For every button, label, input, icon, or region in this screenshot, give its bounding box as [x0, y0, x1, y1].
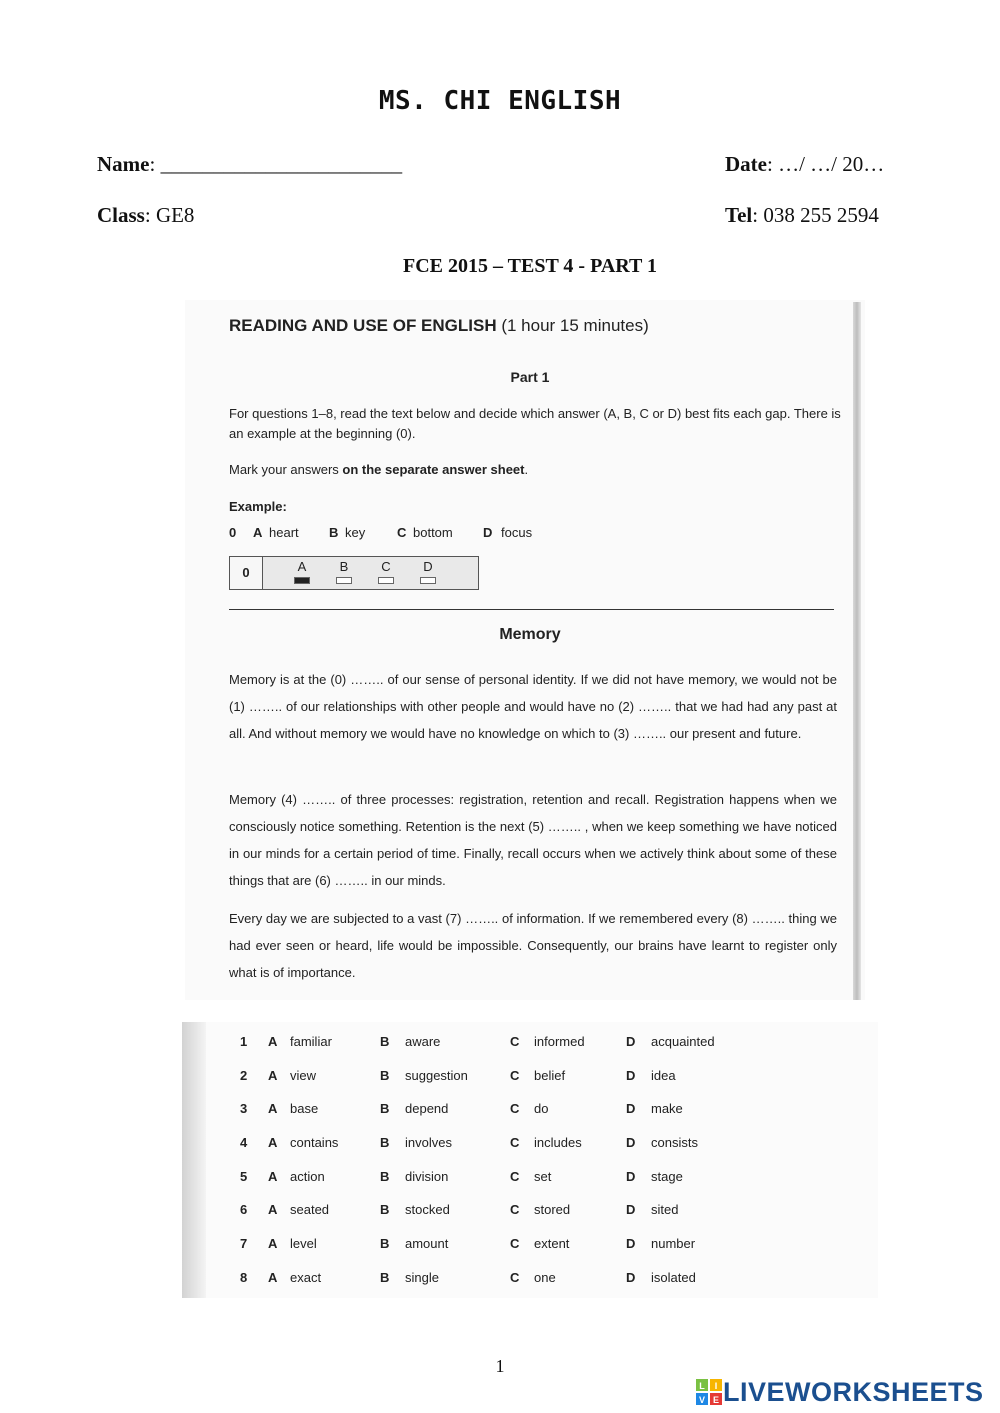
option-letter-a: A: [268, 1135, 278, 1150]
question-number: 6: [240, 1202, 248, 1217]
option-d: make: [651, 1101, 683, 1116]
tel-label: Tel: [725, 203, 753, 227]
option-letter-d: D: [626, 1202, 636, 1217]
logo-letter-l: L: [699, 1381, 705, 1391]
option-a: contains: [290, 1135, 339, 1150]
option-c: informed: [534, 1034, 585, 1049]
example-option-c: bottom: [413, 525, 453, 540]
question-number: 4: [240, 1135, 248, 1150]
option-d: idea: [651, 1068, 676, 1083]
options-scan-shadow: [182, 1022, 206, 1298]
option-letter-b: B: [380, 1101, 390, 1116]
brand-text: LIVEWORKSHEETS: [723, 1377, 984, 1407]
option-a: exact: [290, 1270, 322, 1285]
option-letter-c: C: [510, 1101, 520, 1116]
liveworksheets-logo-icon: [696, 1379, 722, 1405]
class-info: [97, 203, 194, 228]
instruction-period: .: [524, 462, 529, 477]
example-letter-d: D: [483, 525, 493, 540]
question-number: 2: [240, 1068, 248, 1083]
passage-paragraph: Memory is at the (0) …….. of our sense of personal identity. If we did not have memory, we would not be (1) …….. of our relationships with other people and would have no (2) …….. that we had had any past at all. And without memory we would have no knowledge on which to (3) …….. our present and future.: [229, 672, 837, 741]
option-c: extent: [534, 1236, 570, 1251]
class-label: Class: [97, 203, 145, 227]
option-letter-a: A: [268, 1068, 278, 1083]
option-c: includes: [534, 1135, 582, 1150]
answer-mark-b: [336, 577, 352, 584]
option-letter-c: C: [510, 1270, 520, 1285]
option-letter-c: C: [510, 1169, 520, 1184]
passage-title: Memory: [499, 626, 561, 643]
date-value: : …/ …/ 20…: [766, 152, 885, 176]
section-heading-bold: READING AND USE OF ENGLISH: [229, 316, 497, 335]
option-letter-a: A: [268, 1169, 278, 1184]
option-a: level: [290, 1236, 317, 1251]
scan-edge-shadow: [853, 302, 861, 1000]
answer-box-letter-c: C: [381, 559, 391, 574]
option-d: isolated: [651, 1270, 696, 1285]
option-letter-d: D: [626, 1270, 636, 1285]
question-number: 3: [240, 1101, 248, 1116]
option-letter-a: A: [268, 1202, 278, 1217]
option-letter-c: C: [510, 1135, 520, 1150]
option-b: single: [405, 1270, 439, 1285]
option-letter-d: D: [626, 1135, 636, 1150]
passage-paragraph: Memory (4) …….. of three processes: registration, retention and recall. Registration happens when we consciously notice something. Retention is the next (5) …….. , when we keep something we have noticed in our minds for a certain period of time. Finally, recall occurs when we actively think about some of these things that are (6) …….. in our minds.: [229, 792, 837, 888]
option-letter-b: B: [380, 1202, 390, 1217]
logo-letter-i: I: [714, 1381, 718, 1391]
option-a: base: [290, 1101, 319, 1116]
option-letter-b: B: [380, 1068, 390, 1083]
tel-info: [725, 203, 879, 228]
question-number: 5: [240, 1169, 248, 1184]
section-heading-duration: (1 hour 15 minutes): [496, 316, 649, 335]
option-b: stocked: [405, 1202, 450, 1217]
option-d: acquainted: [651, 1034, 715, 1049]
option-b: division: [405, 1169, 449, 1184]
answer-mark-a: [294, 577, 310, 584]
example-option-d: focus: [501, 525, 533, 540]
option-letter-a: A: [268, 1236, 278, 1251]
part-label: Part 1: [510, 369, 550, 385]
instruction-emphasis: on the separate answer sheet: [342, 462, 525, 477]
option-letter-c: C: [510, 1034, 520, 1049]
divider: [229, 609, 834, 610]
option-letter-c: C: [510, 1068, 520, 1083]
tel-value: : 038 255 2594: [752, 203, 879, 227]
example-letter-b: B: [329, 525, 339, 540]
option-letter-d: D: [626, 1169, 636, 1184]
option-letter-b: B: [380, 1135, 390, 1150]
instruction-text: Mark your answers: [229, 462, 343, 477]
option-b: suggestion: [405, 1068, 468, 1083]
example-label: Example:: [229, 499, 287, 514]
option-b: depend: [405, 1101, 449, 1116]
option-b: aware: [405, 1034, 441, 1049]
answer-mark-c: [378, 577, 394, 584]
option-letter-c: C: [510, 1202, 520, 1217]
example-number: 0: [229, 525, 237, 540]
question-number: 1: [240, 1034, 248, 1049]
question-number: 8: [240, 1270, 248, 1285]
date-field[interactable]: [725, 152, 884, 177]
option-letter-c: C: [510, 1236, 520, 1251]
option-c: one: [534, 1270, 556, 1285]
answer-mark-d: [420, 577, 436, 584]
option-letter-b: B: [380, 1169, 390, 1184]
option-c: belief: [534, 1068, 566, 1083]
example-letter-a: A: [253, 525, 263, 540]
name-field[interactable]: [97, 152, 402, 177]
option-letter-b: B: [380, 1236, 390, 1251]
answer-box-letter-b: B: [339, 559, 349, 574]
date-label: Date: [725, 152, 767, 176]
example-letter-c: C: [397, 525, 407, 540]
passage-paragraph: Every day we are subjected to a vast (7) …….. of information. If we remembered every (8) …….. thing we had ever seen or heard, life would be impossible. Consequently, our brains have learnt to register only what is of importance.: [229, 911, 837, 980]
option-c: stored: [534, 1202, 571, 1217]
option-d: stage: [651, 1169, 683, 1184]
logo-letter-e: E: [712, 1395, 720, 1405]
class-value: : GE8: [144, 203, 195, 227]
option-letter-b: B: [380, 1034, 390, 1049]
option-b: amount: [405, 1236, 449, 1251]
logo-letter-v: V: [698, 1395, 706, 1405]
option-a: view: [290, 1068, 317, 1083]
answer-box-letter-a: A: [297, 559, 307, 574]
option-c: set: [534, 1169, 552, 1184]
option-c: do: [534, 1101, 549, 1116]
example-row: [229, 525, 532, 540]
example-option-a: heart: [269, 525, 299, 540]
question-number: 7: [240, 1236, 248, 1251]
name-label: Name: [97, 152, 150, 176]
option-a: seated: [290, 1202, 330, 1217]
school-title: MS. CHI ENGLISH: [378, 86, 622, 116]
example-option-b: key: [345, 525, 366, 540]
option-letter-b: B: [380, 1270, 390, 1285]
answer-box-number: 0: [230, 557, 263, 589]
option-letter-a: A: [268, 1101, 278, 1116]
option-letter-a: A: [268, 1034, 278, 1049]
option-letter-d: D: [626, 1068, 636, 1083]
page-number: 1: [495, 1356, 505, 1376]
option-letter-d: D: [626, 1034, 636, 1049]
answer-sheet-instruction: [229, 460, 528, 480]
instructions: For questions 1–8, read the text below and decide which answer (A, B, C or D) best fits each gap. There is an example at the beginning (0).: [229, 406, 841, 441]
option-b: involves: [405, 1135, 452, 1150]
options-scan: [182, 1022, 878, 1298]
option-d: sited: [651, 1202, 679, 1217]
option-a: familiar: [290, 1034, 332, 1049]
option-letter-d: D: [626, 1236, 636, 1251]
option-d: number: [651, 1236, 696, 1251]
answer-box-letter-d: D: [423, 559, 433, 574]
option-a: action: [290, 1169, 325, 1184]
example-answer-box: [229, 556, 479, 590]
option-letter-d: D: [626, 1101, 636, 1116]
option-letter-a: A: [268, 1270, 278, 1285]
name-value: : _______________________: [149, 152, 403, 176]
test-title: FCE 2015 – TEST 4 - PART 1: [403, 255, 657, 277]
section-heading: [229, 316, 649, 336]
option-d: consists: [651, 1135, 698, 1150]
